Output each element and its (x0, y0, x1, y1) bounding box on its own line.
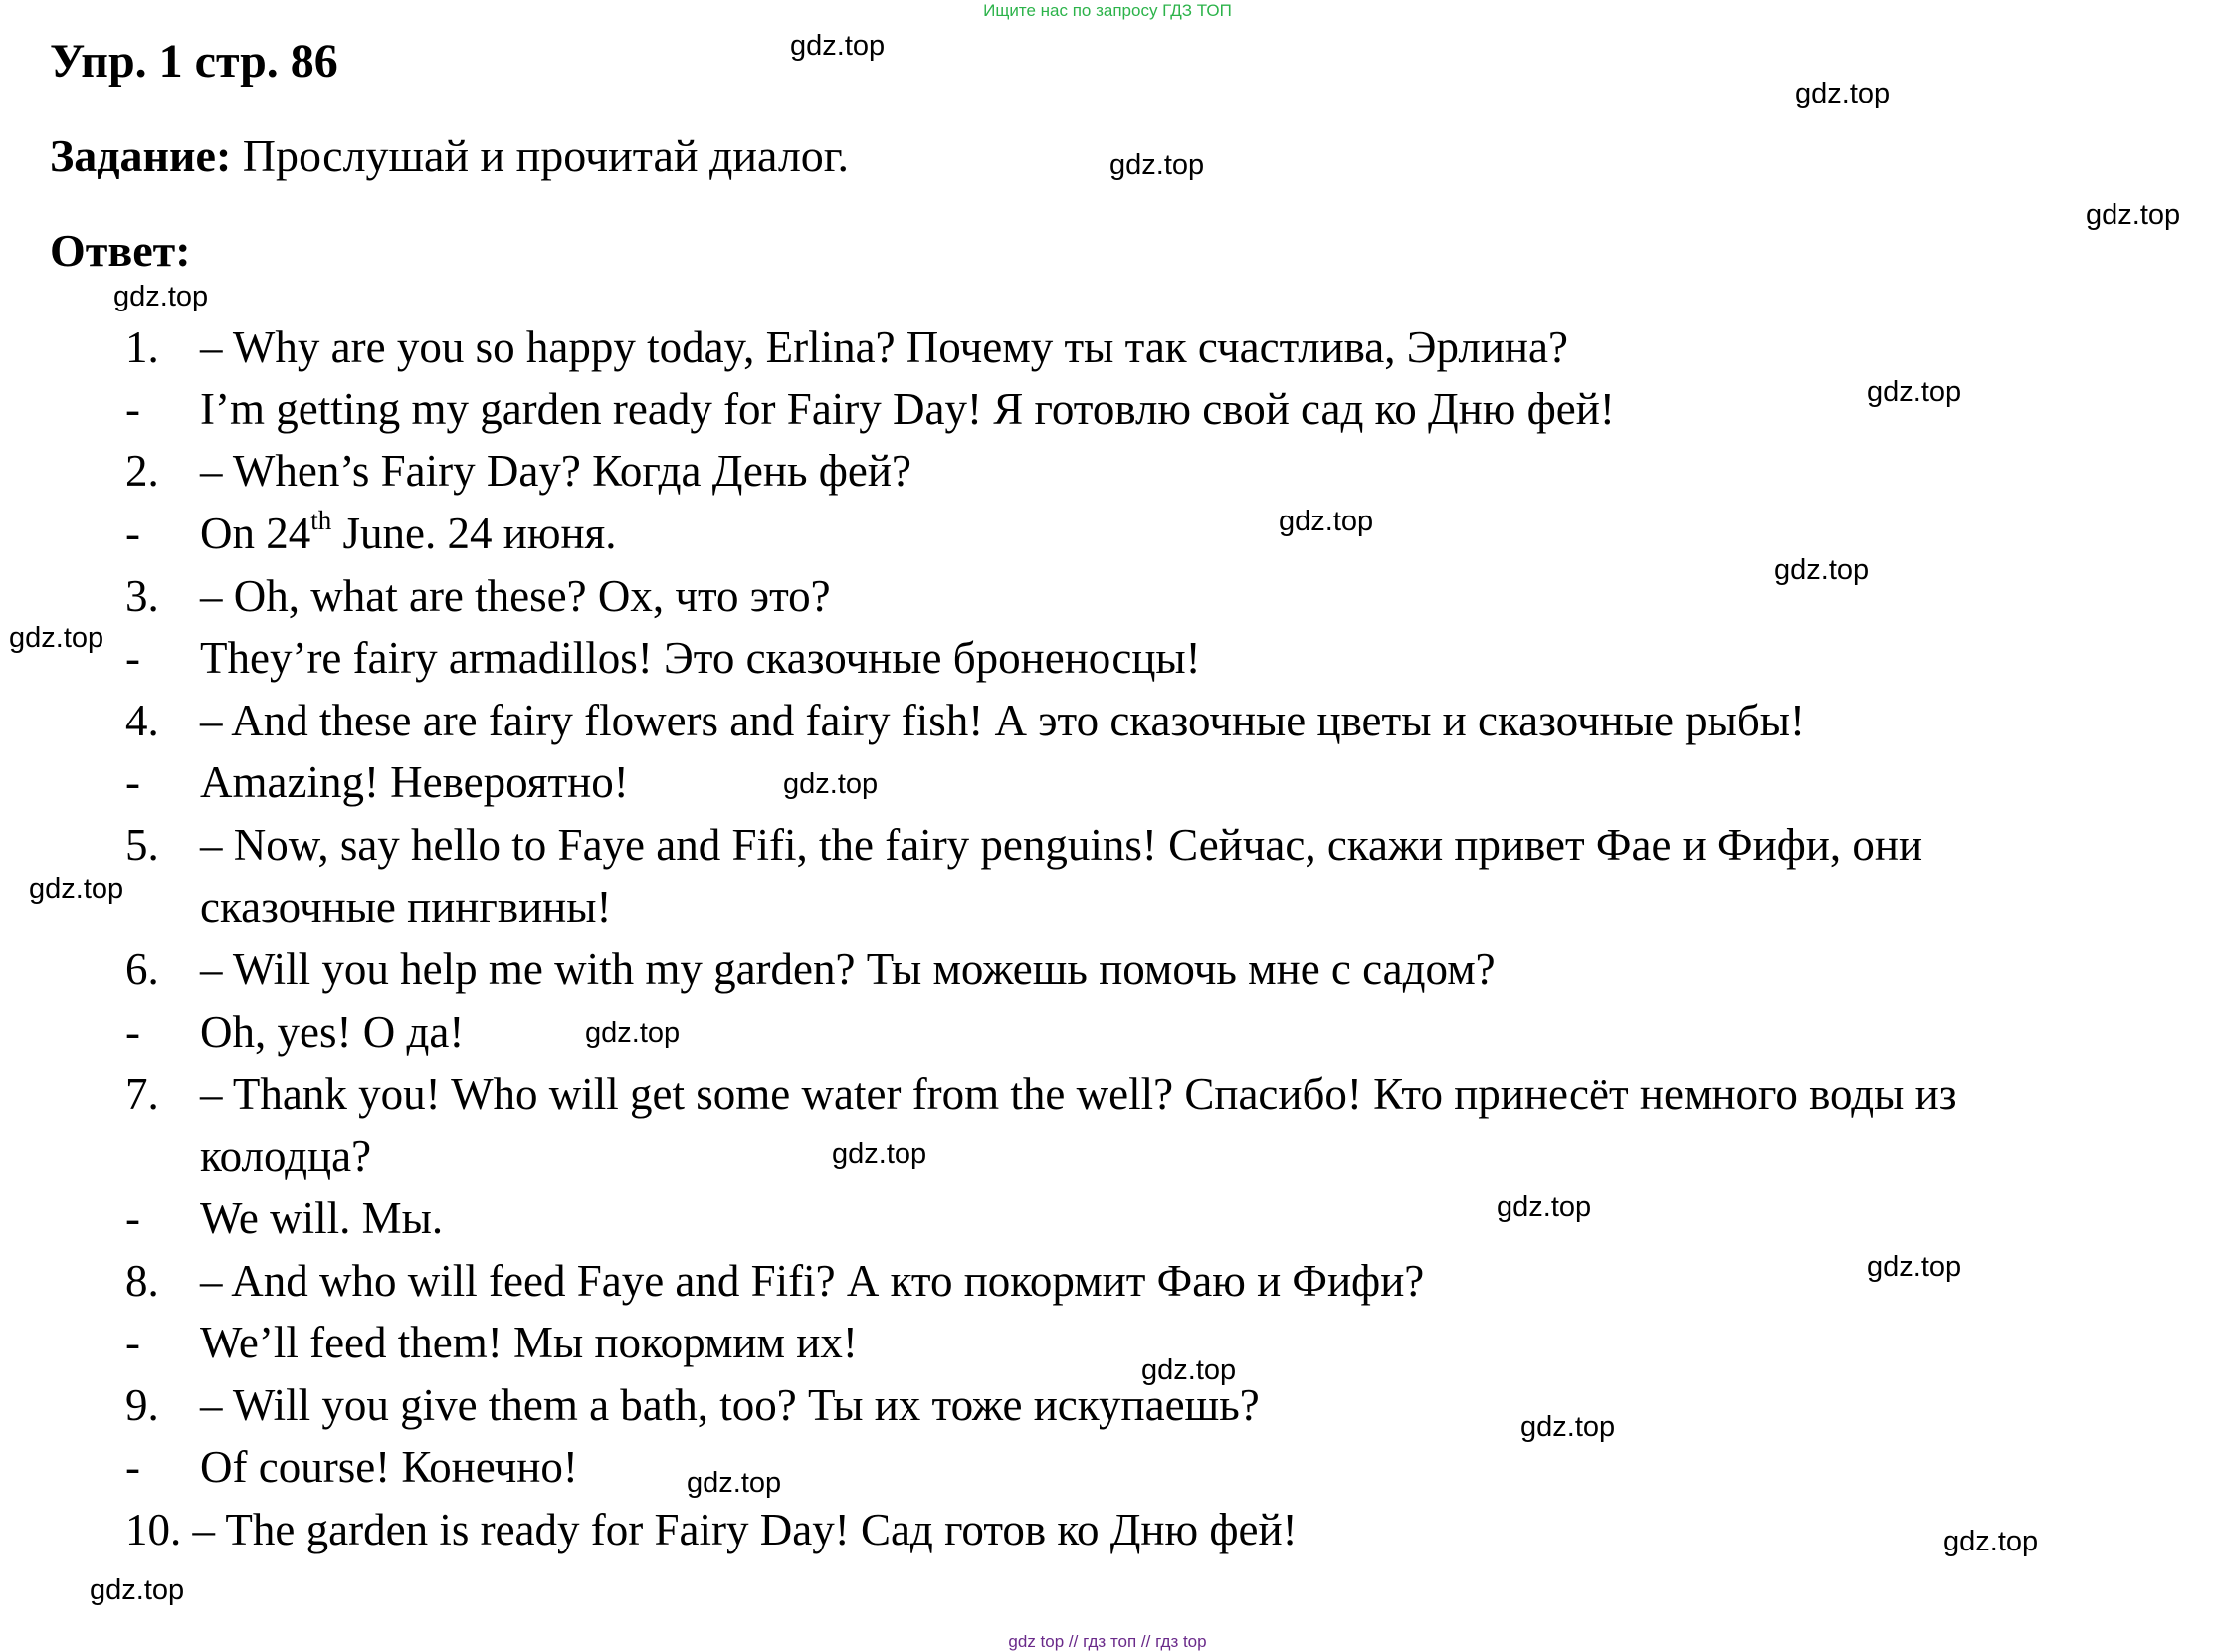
watermark: gdz.top (90, 1574, 185, 1606)
watermark: gdz.top (113, 281, 209, 312)
task-line (50, 129, 849, 182)
dialog-dash: - (125, 757, 140, 807)
dialog-line: – And who will feed Faye and Fifi? А кто покормит Фаю и Фифи? (200, 1256, 1425, 1306)
dialog-line: – Will you give them a bath, too? Ты их тоже искупаешь? (200, 1380, 1260, 1430)
watermark: gdz.top (2086, 199, 2181, 231)
date-day: On 24 (200, 509, 311, 558)
dialog-line: Oh, yes! О да! (200, 1007, 465, 1057)
dialog-dash: - (125, 509, 140, 558)
dialog-line: – Why are you so happy today, Erlina? Почему ты так счастлива, Эрлина? (200, 322, 1568, 372)
answer-label: Ответ: (50, 225, 191, 276)
watermark: gdz.top (790, 30, 886, 62)
watermark: gdz.top (1520, 1411, 1616, 1443)
task-text: Прослушай и прочитай диалог. (231, 130, 849, 181)
item-number: 7. (125, 1069, 159, 1119)
dialog-dash: - (125, 1193, 140, 1243)
watermark: gdz.top (1279, 506, 1374, 537)
dialog-dash: - (125, 1318, 140, 1367)
item-number: 6. (125, 944, 159, 994)
dialog-line: – Oh, what are these? Ох, что это? (200, 571, 831, 621)
dialog-line: – Thank you! Who will get some water from the well? Спасибо! Кто принесёт немного воды из (200, 1069, 1957, 1119)
footer-links[interactable]: gdz top // гдз топ // гдз top (1008, 1632, 1207, 1651)
dialog-line (200, 507, 616, 560)
task-label: Задание: (50, 130, 232, 181)
watermark: gdz.top (1497, 1191, 1592, 1223)
dialog-dash: - (125, 1007, 140, 1057)
dialog-line-continued: сказочные пингвины! (200, 882, 612, 931)
dialog-line: Of course! Конечно! (200, 1442, 578, 1492)
dialog-line: They’re fairy armadillos! Это сказочные броненосцы! (200, 633, 1201, 683)
watermark: gdz.top (585, 1017, 681, 1049)
watermark: gdz.top (1109, 149, 1205, 181)
watermark: gdz.top (832, 1138, 927, 1170)
watermark: gdz.top (1141, 1354, 1237, 1386)
watermark: gdz.top (29, 873, 124, 905)
watermark: gdz.top (1867, 376, 1962, 408)
date-suffix: th (310, 506, 332, 535)
item-number: 1. (125, 322, 159, 372)
dialog-line: Amazing! Невероятно! (200, 757, 629, 807)
dialog-dash: - (125, 1442, 140, 1492)
dialog-line: – And these are fairy flowers and fairy fish! А это сказочные цветы и сказочные рыбы! (200, 696, 1806, 745)
dialog-line: – Now, say hello to Faye and Fifi, the fairy penguins! Сейчас, скажи привет Фае и Фифи, они (200, 820, 1923, 870)
watermark: gdz.top (1867, 1251, 1962, 1283)
dialog-line: – When’s Fairy Day? Когда День фей? (200, 446, 911, 496)
dialog-line: I’m getting my garden ready for Fairy Day! Я готовлю свой сад ко Дню фей! (200, 384, 1615, 434)
watermark: gdz.top (687, 1467, 782, 1499)
item-number: 2. (125, 446, 159, 496)
watermark: gdz.top (1795, 78, 1891, 109)
watermark: gdz.top (783, 768, 879, 800)
dialog-dash: - (125, 384, 140, 434)
item-number: 8. (125, 1256, 159, 1306)
search-banner[interactable]: Ищите нас по запросу ГДЗ ТОП (983, 1, 1232, 20)
item-number: 5. (125, 820, 159, 870)
dialog-dash: - (125, 633, 140, 683)
item-number: 3. (125, 571, 159, 621)
item-number: 4. (125, 696, 159, 745)
dialog-line: We’ll feed them! Мы покормим их! (200, 1318, 858, 1367)
date-rest: June. 24 июня. (331, 509, 617, 558)
page-title: Упр. 1 стр. 86 (50, 35, 338, 88)
watermark: gdz.top (1943, 1526, 2039, 1557)
dialog-line-continued: колодца? (200, 1132, 372, 1181)
dialog-line: 10. – The garden is ready for Fairy Day! Сад готов ко Дню фей! (125, 1505, 1298, 1554)
dialog-line: We will. Мы. (200, 1193, 444, 1243)
item-number: 9. (125, 1380, 159, 1430)
watermark: gdz.top (1774, 554, 1870, 586)
dialog-line: – Will you help me with my garden? Ты можешь помочь мне с садом? (200, 944, 1496, 994)
watermark: gdz.top (9, 622, 104, 654)
